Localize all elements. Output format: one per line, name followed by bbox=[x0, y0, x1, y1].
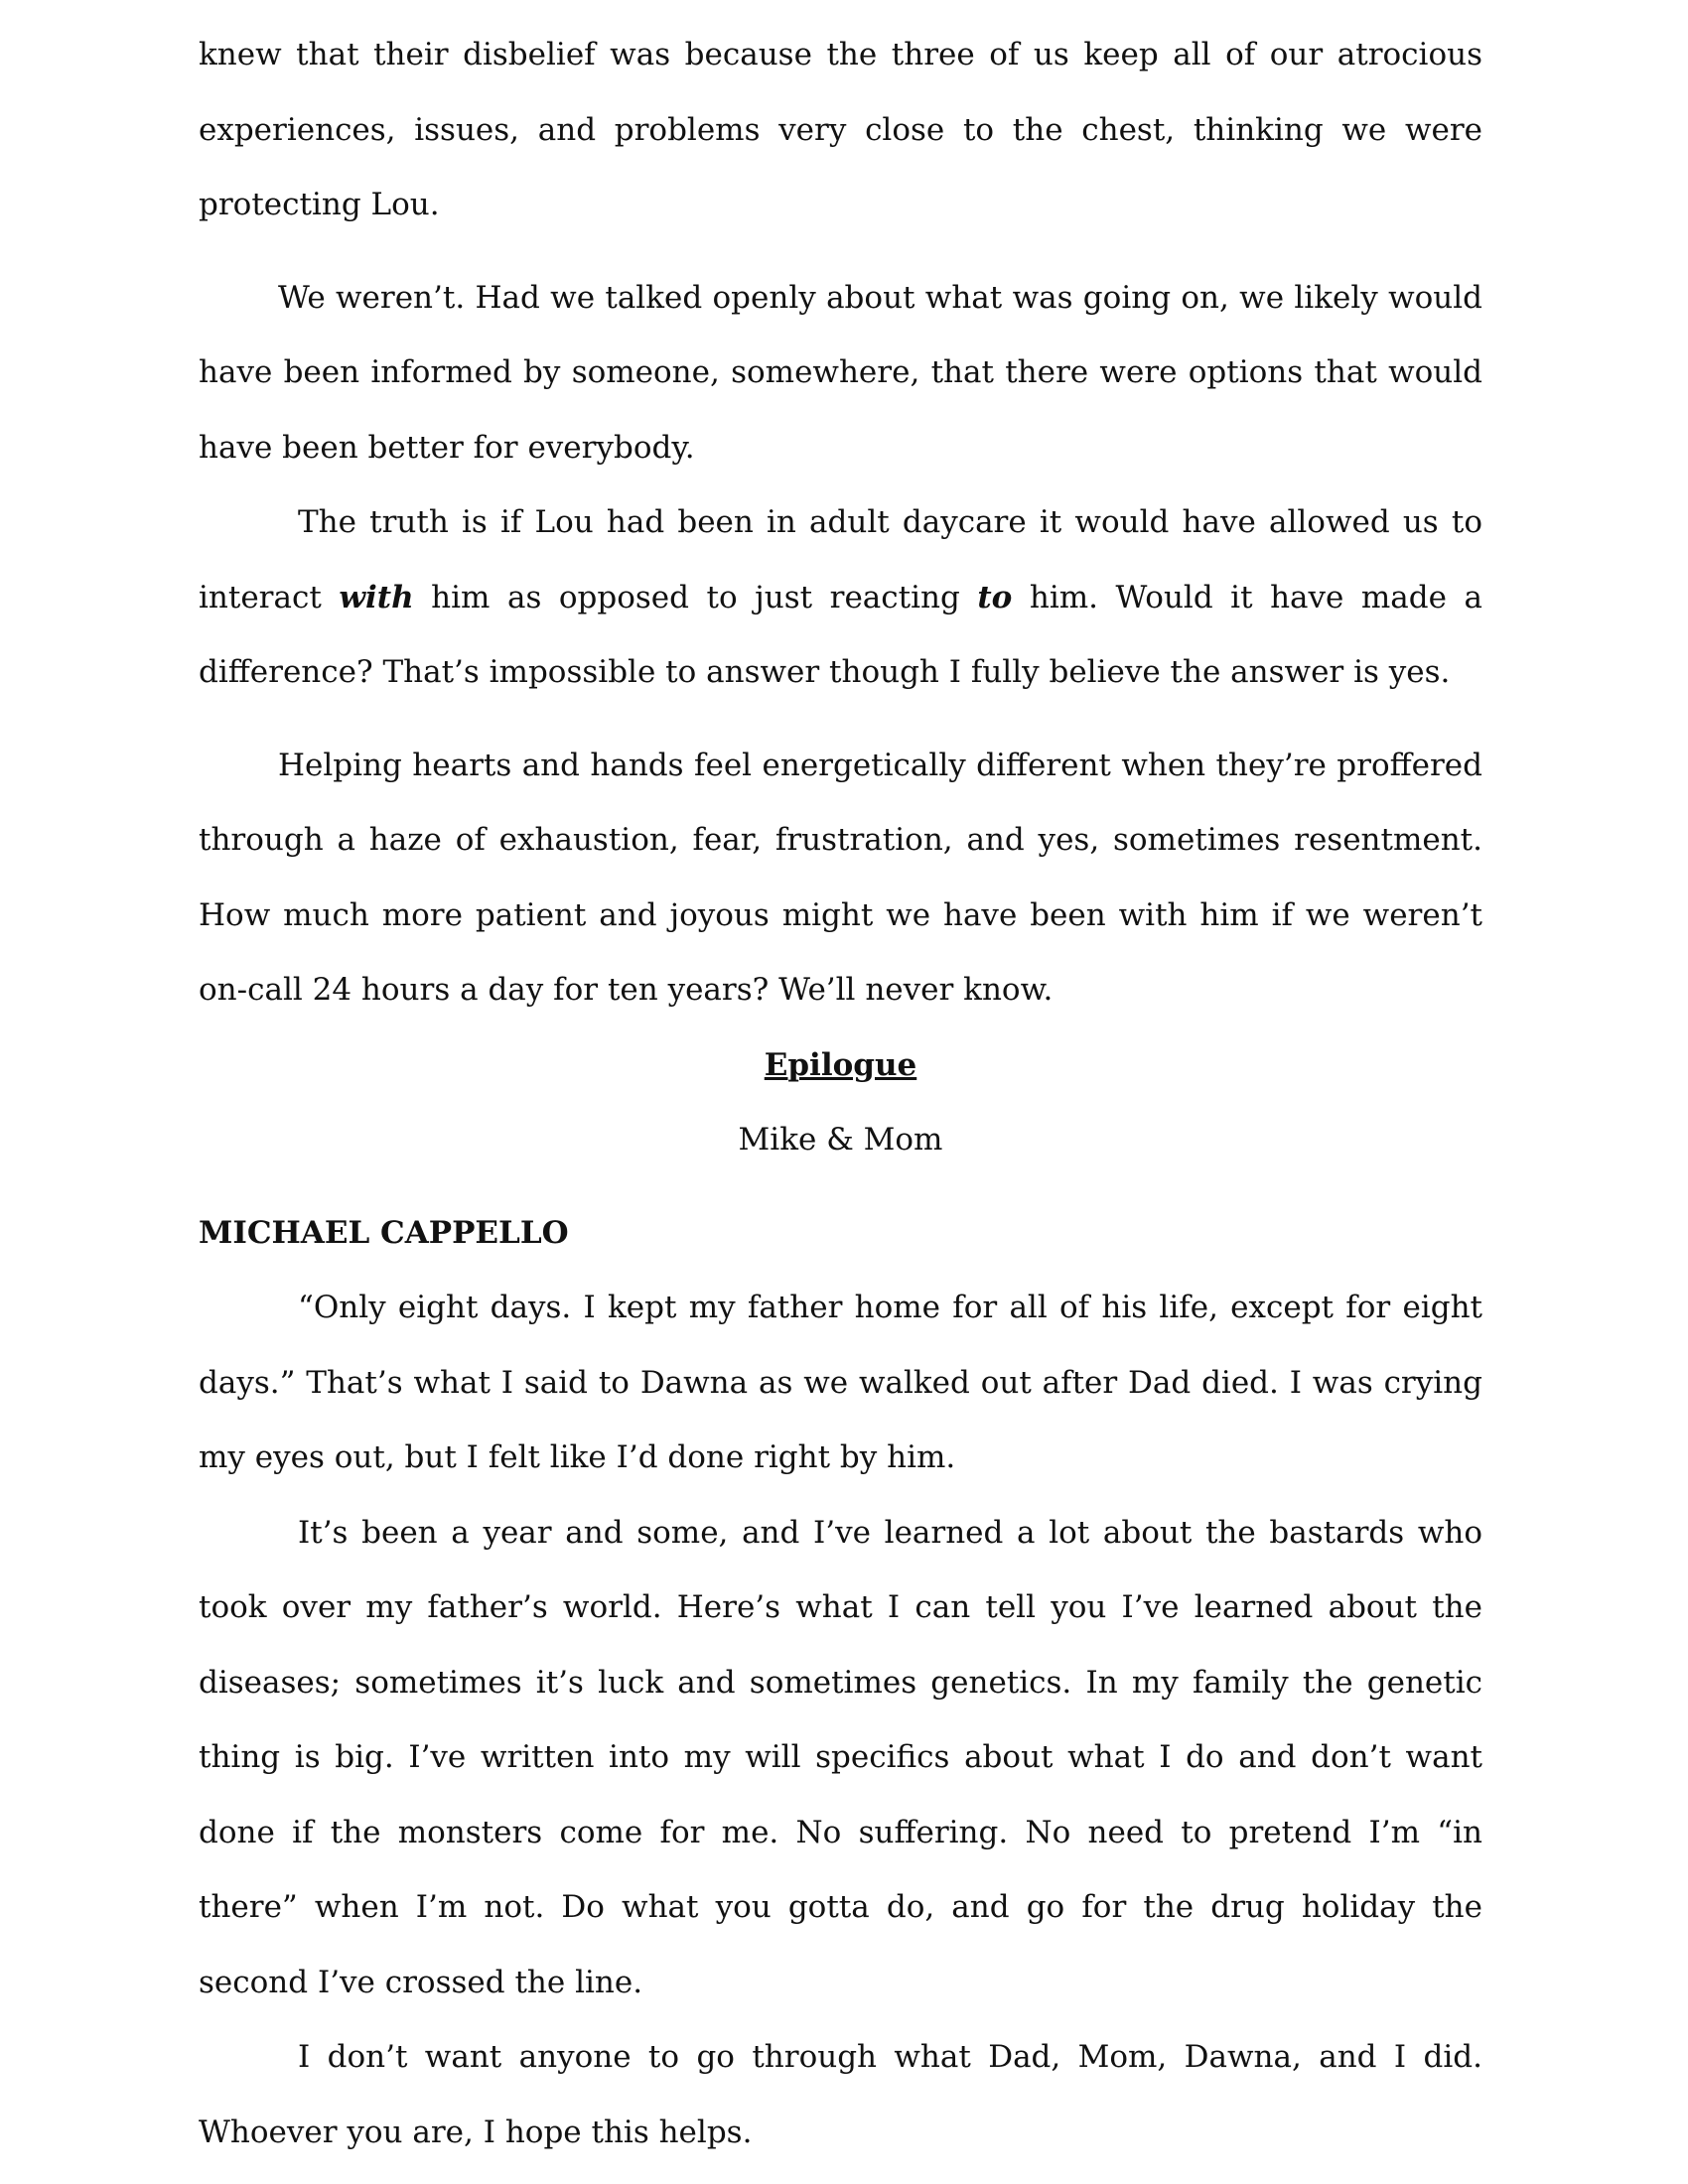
emphasis-with: with bbox=[339, 579, 414, 615]
truth-text-1: The truth is if Lou had been in adult daycare it would have allowed us to interact bbox=[199, 504, 1482, 615]
paragraph-only-eight-days: “Only eight days. I kept my father home for all of his life, except for eight days.” That’s what I said to Dawna as we walked out after Dad died. I was crying my eyes out, but I felt like I’d done right by him. bbox=[199, 1290, 1482, 1475]
truth-text-2: him as opposed to just reacting bbox=[413, 579, 978, 615]
epilogue-subheading: Mike & Mom bbox=[738, 1122, 943, 1158]
paragraph-helping-hearts: Helping hearts and hands feel energetically different when they’re proffered through a haze of exhaustion, fear, frustration, and yes, sometimes resentment. How much more patient and joyous might we have been with him if we weren’t on-call 24 hours a day for ten years? We’ll never know. bbox=[199, 747, 1482, 1008]
speaker-name: MICHAEL CAPPELLO bbox=[199, 1214, 569, 1251]
document-page bbox=[199, 0, 1482, 2170]
emphasis-to: to bbox=[977, 579, 1013, 615]
epilogue-heading: Epilogue bbox=[764, 1046, 917, 1083]
truth-text-3: him. Would it have made a difference? That’s impossible to answer though I fully believe the answer is yes. bbox=[199, 579, 1482, 690]
paragraph-closing: I don’t want anyone to go through what Dad, Mom, Dawna, and I did. Whoever you are, I hope this helps. bbox=[199, 2039, 1482, 2150]
paragraph-disbelief: knew that their disbelief was because the three of us keep all of our atrocious experiences, issues, and problems very close to the chest, thinking we were protecting Lou. bbox=[199, 37, 1482, 222]
paragraph-we-werent: We weren’t. Had we talked openly about what was going on, we likely would have been informed by someone, somewhere, that there were options that would have been better for everybody. bbox=[199, 279, 1482, 466]
paragraph-truth bbox=[199, 485, 1482, 711]
paragraph-year-and-some: It’s been a year and some, and I’ve learned a lot about the bastards who took over my father’s world. Here’s what I can tell you I’ve learned about the diseases; sometimes it’s luck and sometimes genetics. In my family the genetic thing is big. I’ve written into my will specifics about what I do and don’t want done if the monsters come for me. No suffering. No need to pretend I’m “in there” when I’m not. Do what you gotta do, and go for the drug holiday the second I’ve crossed the line. bbox=[199, 1514, 1482, 2000]
